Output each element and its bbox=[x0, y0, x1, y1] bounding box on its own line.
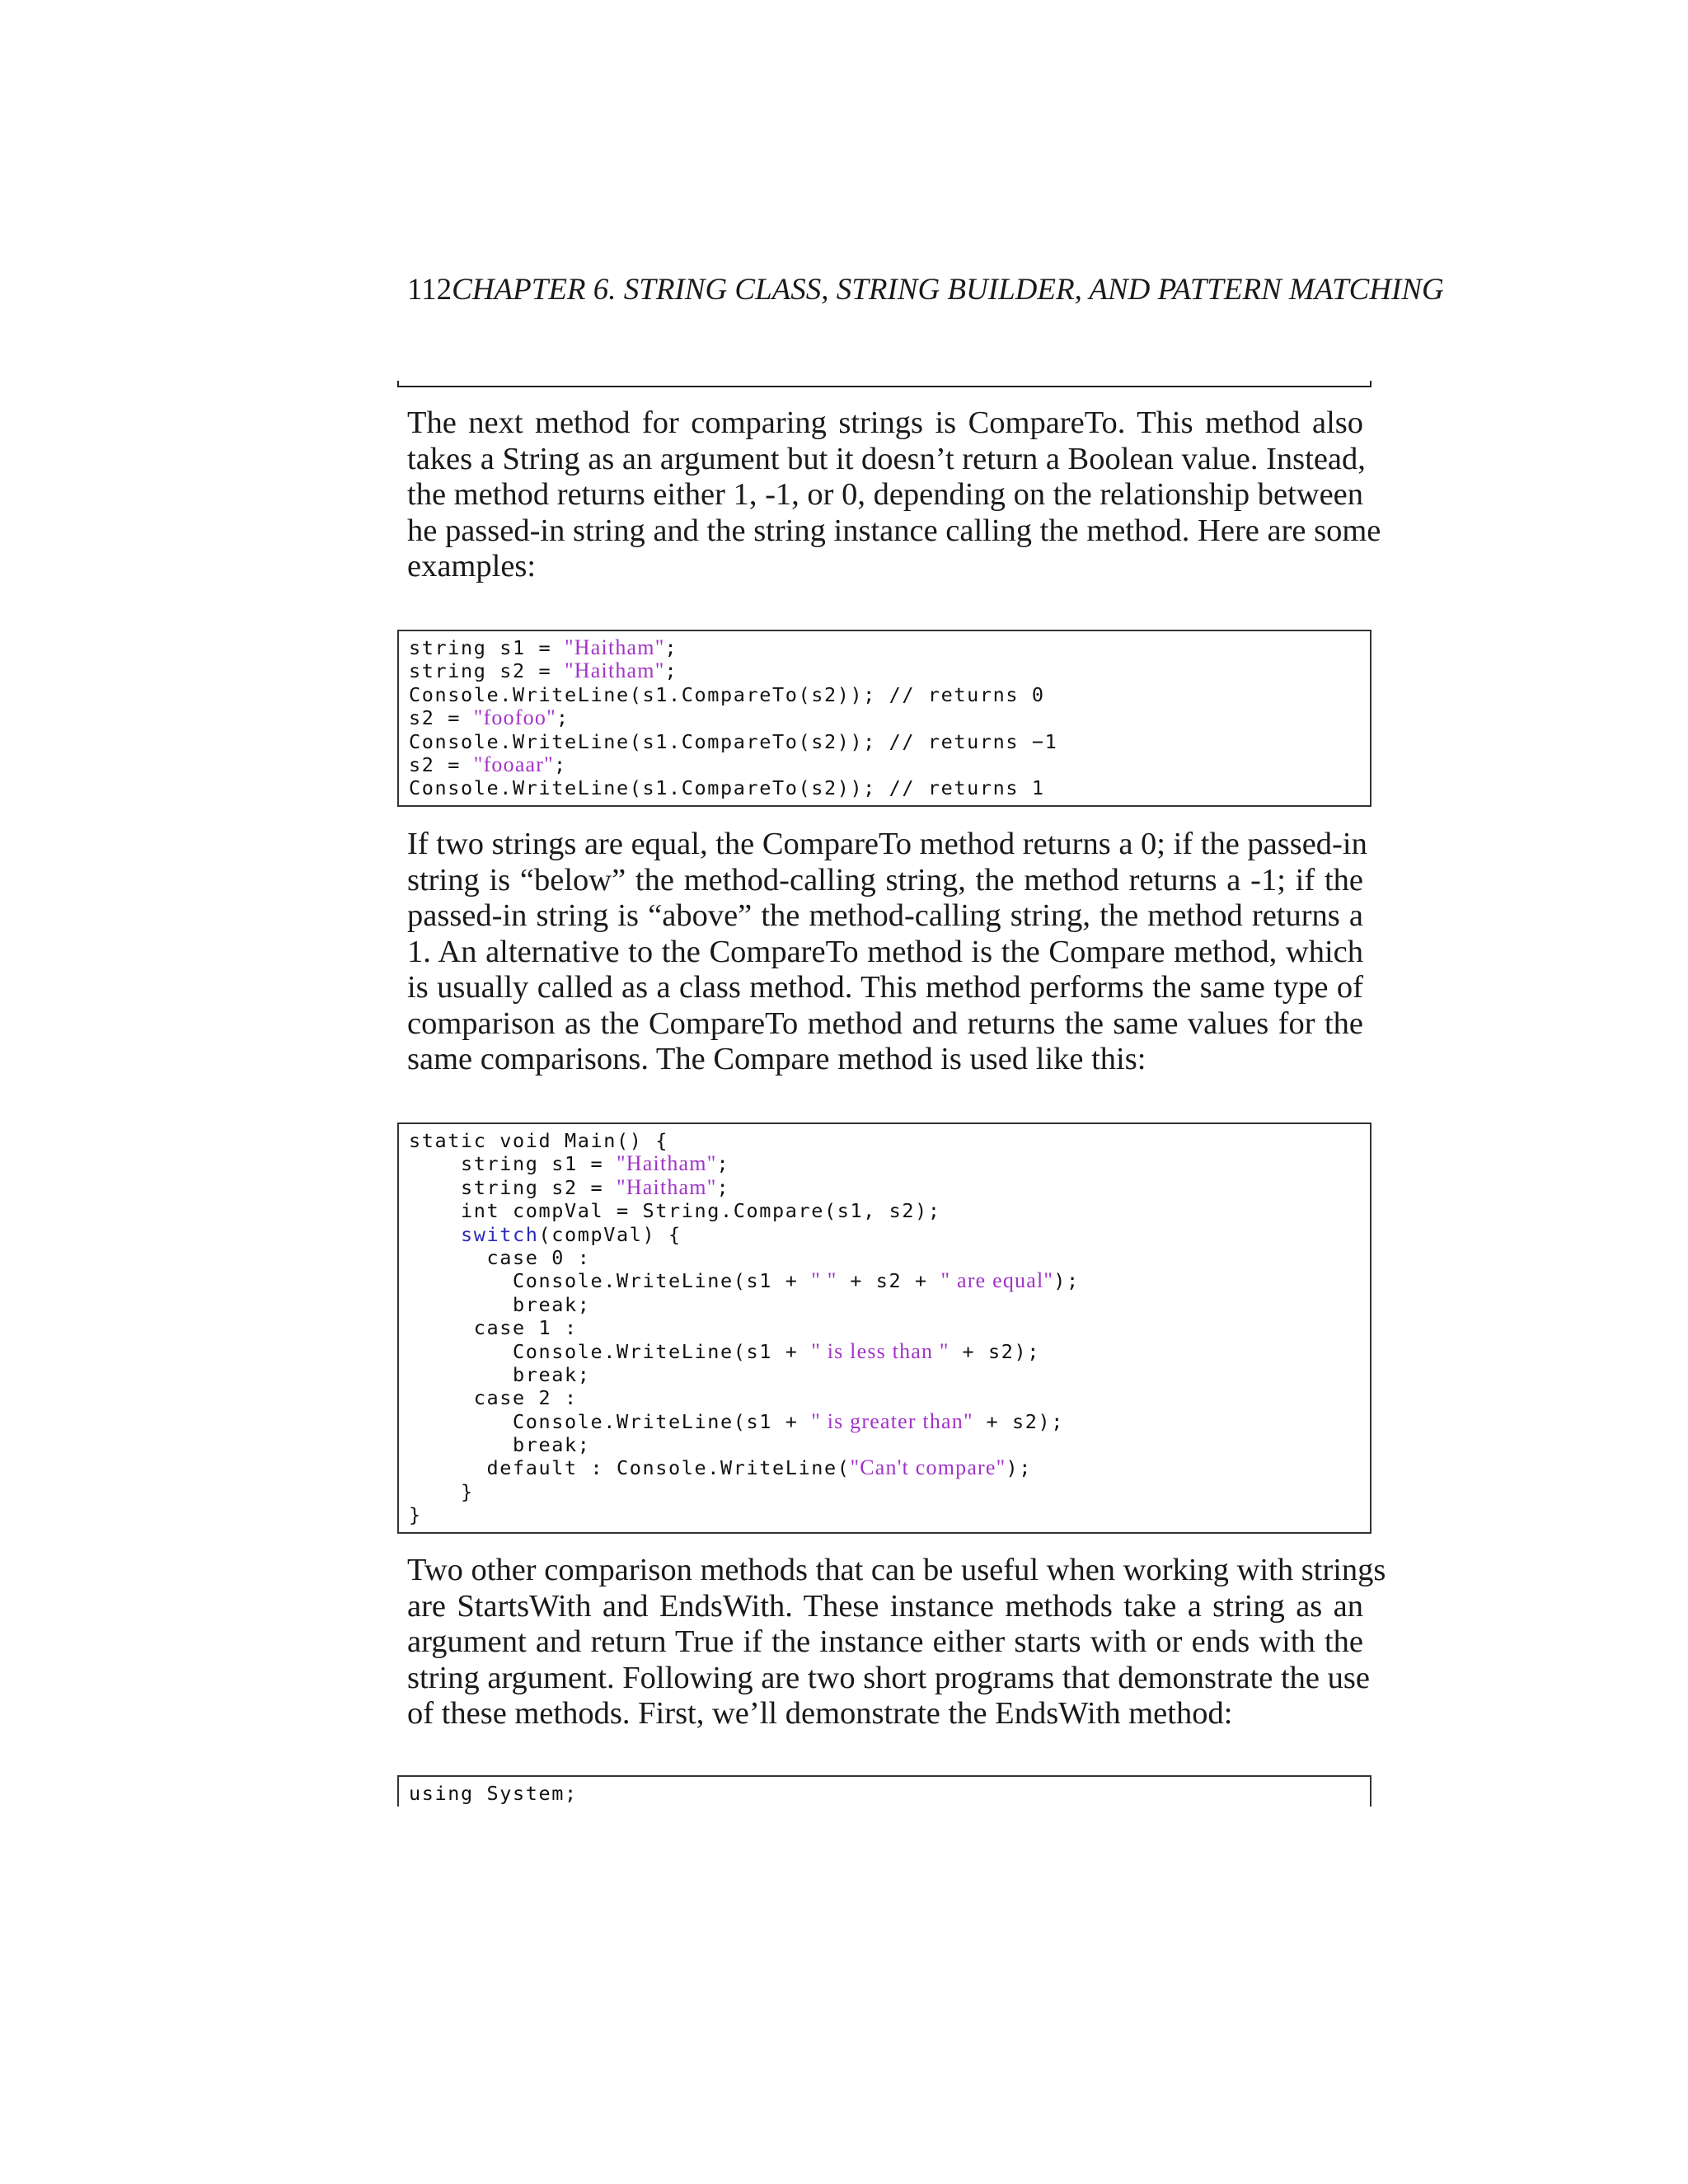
code-line bbox=[409, 776, 1360, 799]
code-token: } bbox=[409, 1503, 422, 1527]
code-token: } bbox=[409, 1479, 474, 1503]
page-number: 112 bbox=[407, 273, 452, 307]
code-line bbox=[409, 1293, 1360, 1316]
code-token: case 2 : bbox=[409, 1386, 578, 1410]
code-token: using System; bbox=[409, 1782, 578, 1805]
code-token: ; bbox=[553, 752, 567, 776]
code-line bbox=[409, 1129, 1360, 1152]
code-token: string s1 = bbox=[409, 636, 565, 659]
code-line bbox=[409, 1340, 1360, 1363]
running-header bbox=[407, 272, 1545, 308]
code-token: ; bbox=[664, 636, 678, 659]
text-line: 1. An alternative to the CompareTo method is the Compare method, which bbox=[407, 934, 1363, 969]
code-string-literal: "Haitham" bbox=[616, 1174, 717, 1199]
header-rule bbox=[397, 381, 1372, 387]
code-token: s2 = bbox=[409, 752, 474, 776]
code-line bbox=[409, 706, 1360, 729]
text-line: If two strings are equal, the CompareTo method returns a 0; if the passed-in bbox=[407, 827, 1367, 861]
code-token: static void Main() { bbox=[409, 1129, 668, 1152]
code-token: default : Console.WriteLine( bbox=[409, 1456, 851, 1480]
code-token: + s2 + bbox=[837, 1269, 941, 1293]
code-token: case 1 : bbox=[409, 1316, 578, 1340]
text-line: string is “below” the method-calling string, the method returns a -1; if the bbox=[407, 862, 1363, 898]
code-block-compareto bbox=[397, 630, 1372, 807]
code-block-compare-switch bbox=[397, 1122, 1372, 1534]
code-line bbox=[409, 1246, 1360, 1269]
text-line: string argument. Following are two short programs that demonstrate the use bbox=[407, 1660, 1370, 1695]
code-line bbox=[409, 1410, 1360, 1433]
text-line: The next method for comparing strings is CompareTo. This method also bbox=[407, 405, 1363, 440]
code-string-literal: "fooaar" bbox=[473, 752, 554, 776]
text-line: examples: bbox=[407, 549, 537, 583]
text-line: are StartsWith and EndsWith. These instance methods take a string as an bbox=[407, 1588, 1363, 1624]
code-string-literal: " is greater than" bbox=[811, 1408, 973, 1433]
text-line: he passed-in string and the string instance calling the method. Here are some bbox=[407, 513, 1381, 548]
code-token: break; bbox=[409, 1433, 591, 1457]
code-token: + s2); bbox=[949, 1339, 1040, 1363]
code-token: ; bbox=[716, 1175, 730, 1199]
code-line bbox=[409, 1503, 1360, 1526]
code-line bbox=[409, 1386, 1360, 1409]
code-line bbox=[409, 1223, 1360, 1246]
code-token: string s2 = bbox=[409, 659, 565, 683]
code-keyword: switch bbox=[461, 1222, 539, 1246]
code-token: ; bbox=[716, 1152, 730, 1176]
code-block-endswith bbox=[397, 1775, 1372, 1807]
code-line bbox=[409, 636, 1360, 659]
code-string-literal: " is less than " bbox=[811, 1338, 950, 1363]
code-line bbox=[409, 1316, 1360, 1339]
code-token: Console.WriteLine(s1.CompareTo(s2)); // returns −1 bbox=[409, 729, 1058, 753]
code-token bbox=[409, 1223, 461, 1246]
code-token: ; bbox=[556, 706, 570, 730]
text-line: of these methods. First, we’ll demonstrate the EndsWith method: bbox=[407, 1696, 1233, 1731]
code-string-literal: " " bbox=[811, 1268, 837, 1293]
code-line bbox=[409, 1433, 1360, 1456]
text-line: comparison as the CompareTo method and returns the same values for the bbox=[407, 1005, 1363, 1041]
code-token: Console.WriteLine(s1.CompareTo(s2)); // returns 1 bbox=[409, 776, 1045, 800]
code-token: ; bbox=[664, 659, 678, 683]
paragraph-compare-method bbox=[407, 827, 1367, 1078]
code-line bbox=[409, 1269, 1360, 1292]
code-line bbox=[409, 753, 1360, 776]
code-token: + s2); bbox=[973, 1409, 1065, 1433]
code-line bbox=[409, 1363, 1360, 1386]
code-token: Console.WriteLine(s1 + bbox=[409, 1409, 812, 1433]
code-token: string s2 = bbox=[409, 1175, 617, 1199]
code-line bbox=[409, 1480, 1360, 1503]
text-line: Two other comparison methods that can be useful when working with strings bbox=[407, 1553, 1386, 1587]
code-token: case 0 : bbox=[409, 1245, 591, 1269]
code-string-literal: "Haitham" bbox=[564, 635, 665, 659]
code-string-literal: "Haitham" bbox=[564, 658, 665, 683]
code-token: Console.WriteLine(s1.CompareTo(s2)); // returns 0 bbox=[409, 682, 1045, 706]
text-line: takes a String as an argument but it doesn’t return a Boolean value. Instead, bbox=[407, 441, 1366, 476]
code-line bbox=[409, 683, 1360, 706]
code-line bbox=[409, 1782, 1360, 1805]
code-string-literal: "Haitham" bbox=[616, 1151, 717, 1176]
text-line: is usually called as a class method. This method performs the same type of bbox=[407, 970, 1363, 1005]
code-line bbox=[409, 1456, 1360, 1479]
code-token: break; bbox=[409, 1362, 591, 1386]
text-line: same comparisons. The Compare method is used like this: bbox=[407, 1042, 1146, 1076]
code-line bbox=[409, 1176, 1360, 1199]
code-token: Console.WriteLine(s1 + bbox=[409, 1339, 812, 1363]
code-token: (compVal) { bbox=[538, 1222, 682, 1246]
text-line: passed-in string is “above” the method-calling string, the method returns a bbox=[407, 898, 1363, 933]
code-string-literal: "foofoo" bbox=[473, 705, 556, 730]
chapter-title: CHAPTER 6. STRING CLASS, STRING BUILDER, AND PATTERN MATCHING bbox=[452, 273, 1444, 307]
code-token: Console.WriteLine(s1 + bbox=[409, 1269, 812, 1293]
code-string-literal: "Can't compare" bbox=[850, 1455, 1006, 1480]
code-token: int compVal = String.Compare(s1, s2); bbox=[409, 1199, 941, 1223]
code-token: string s1 = bbox=[409, 1152, 617, 1176]
code-token: ); bbox=[1006, 1456, 1032, 1480]
text-line: the method returns either 1, -1, or 0, depending on the relationship between bbox=[407, 477, 1364, 512]
text-line: argument and return True if the instance either starts with or ends with the bbox=[407, 1624, 1363, 1659]
paragraph-compareto-intro bbox=[407, 405, 1381, 585]
code-line bbox=[409, 659, 1360, 682]
code-string-literal: " are equal" bbox=[940, 1268, 1054, 1293]
code-token: break; bbox=[409, 1292, 591, 1316]
code-line bbox=[409, 1152, 1360, 1175]
code-token: s2 = bbox=[409, 706, 474, 730]
code-line bbox=[409, 730, 1360, 753]
paragraph-startswith-endswith bbox=[407, 1553, 1386, 1732]
code-line bbox=[409, 1199, 1360, 1222]
code-token: ); bbox=[1053, 1269, 1080, 1293]
